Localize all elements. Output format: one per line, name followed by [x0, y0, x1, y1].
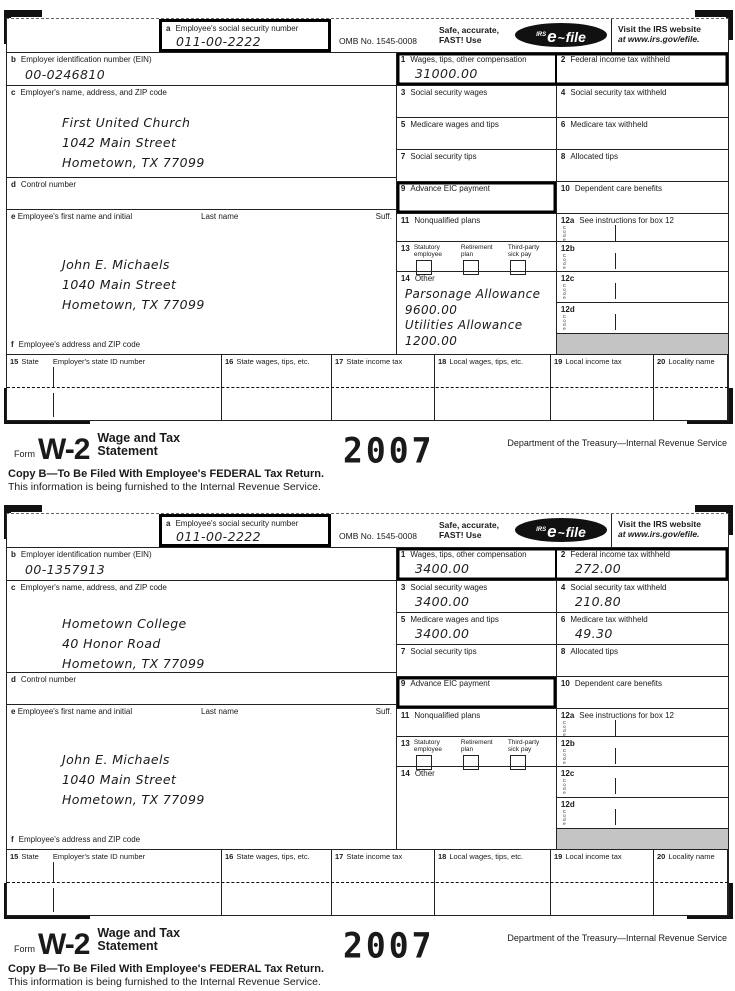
tax-year: 2007	[343, 925, 435, 966]
box-11-nonqualified: 11 Nonqualified plans	[397, 709, 557, 736]
w2-form-2	[4, 505, 733, 991]
box-6-medicare-tax: 6 Medicare tax withheld 49.30	[557, 613, 728, 644]
main-grid	[7, 53, 728, 354]
form-number: W-2	[38, 433, 90, 466]
right-column	[397, 548, 728, 849]
box-12a: 12a See instructions for box 12 Code	[560, 216, 674, 241]
box4-value	[557, 97, 728, 99]
box5-value	[397, 129, 556, 131]
retirement-plan-checkbox	[463, 755, 479, 770]
form-title: Wage and Tax Statement	[97, 431, 181, 458]
box14-values: Parsonage Allowance 9600.00 Utilities Allowance 1200.00	[404, 287, 541, 348]
row-13-12b	[397, 737, 728, 767]
box3-value	[397, 97, 556, 99]
box-10-dependent-care: 10 Dependent care benefits	[560, 679, 662, 688]
blank-cell	[7, 514, 159, 547]
code-vertical-label: Code	[561, 778, 567, 794]
row-a	[7, 19, 728, 53]
code-vertical-label: Code	[561, 253, 567, 269]
box-5-medicare-wages: 5 Medicare wages and tips	[397, 118, 557, 149]
code-vertical-label: Code	[561, 809, 567, 825]
box-13-checkboxes: 13 Statutory employee Retirement plan Third-party sick pay	[397, 737, 557, 766]
row-11-12a	[397, 214, 728, 242]
box-f-address-label: f Employee's address and ZIP code	[11, 835, 141, 844]
box-19-local-tax: 19 Local income tax	[551, 850, 654, 915]
box-20-locality: 20 Locality name	[654, 355, 728, 420]
state-row-dashed-line	[7, 882, 728, 883]
box-b-ein: b Employer identification number (EIN) 00-0246810	[7, 53, 396, 86]
code-vertical-label: Code	[561, 225, 567, 241]
code-vertical-label: Code	[561, 720, 567, 736]
code-vertical-label: Code	[561, 283, 567, 299]
omb-number: OMB No. 1545-0008	[339, 36, 417, 46]
copy-b-text: Copy B—To Be Filed With Employee's FEDERAL Tax Return.	[8, 468, 325, 480]
box-c-employer: c Employer's name, address, and ZIP code First United Church 1042 Main Street Hometown, TX 77099	[7, 86, 396, 178]
header-right	[331, 514, 728, 547]
box-10-dependent-care: 10 Dependent care benefits	[560, 184, 662, 193]
box-15-state: 15 State Employer's state ID number	[7, 355, 222, 420]
box-18-local-wages: 18 Local wages, tips, etc.	[435, 850, 551, 915]
code-divider	[615, 778, 616, 794]
row-a	[7, 514, 728, 548]
box-19-local-tax: 19 Local income tax	[551, 355, 654, 420]
state-local-row	[7, 354, 728, 420]
third-party-sick-pay-checkbox	[510, 260, 526, 275]
row-1-2	[397, 548, 728, 581]
code-divider	[615, 225, 616, 241]
ein-value: 00-0246810	[25, 67, 106, 82]
form-word: Form	[14, 449, 35, 459]
box-c-employer: c Employer's name, address, and ZIP code Hometown College 40 Honor Road Hometown, TX 77099	[7, 581, 396, 673]
box-20-locality: 20 Locality name	[654, 850, 728, 915]
state-divider	[53, 393, 54, 417]
box-17-state-tax: 17 State income tax	[332, 355, 435, 420]
box-2-federal-tax: 2 Federal income tax withheld	[557, 53, 728, 85]
box-12d: 12d Code	[557, 303, 728, 334]
row-7-8	[397, 645, 728, 677]
box-12b: 12b Code	[557, 242, 728, 271]
omb-number: OMB No. 1545-0008	[339, 531, 417, 541]
form-word: Form	[14, 944, 35, 954]
state-divider	[53, 367, 54, 387]
box-d-control-number: d Control number	[7, 673, 396, 705]
employee-address: John E. Michaels 1040 Main Street Hometown, TX 77099	[62, 752, 205, 807]
irs-efile-logo: $^{IRS}$e~file	[513, 514, 611, 547]
row-1-2	[397, 53, 728, 86]
box-13-checkboxes: 13 Statutory employee Retirement plan Third-party sick pay	[397, 242, 557, 271]
box-15-state: 15 State Employer's state ID number	[7, 850, 222, 915]
third-party-sick-pay-group: Third-party sick pay	[508, 242, 555, 271]
department-text: Department of the Treasury—Internal Revenue Service	[507, 438, 727, 448]
box-7-ss-tips: 7 Social security tips	[397, 645, 557, 676]
box-12a: 12a See instructions for box 12 Code	[560, 711, 674, 736]
shaded-area	[557, 334, 728, 354]
row-3-4	[397, 581, 728, 613]
right-column	[397, 53, 728, 354]
box2-value	[557, 64, 728, 66]
box3-value: 3400.00	[414, 594, 470, 609]
box-1-wages: 1 Wages, tips, other compensation 31000.00	[397, 53, 557, 85]
box-16-state-wages: 16 State wages, tips, etc.	[222, 850, 332, 915]
box-f-address-label: f Employee's address and ZIP code	[11, 340, 141, 349]
box-9-advance-eic: 9 Advance EIC payment	[397, 182, 557, 213]
statutory-employee-group: Statutory employee	[414, 242, 461, 271]
box-e-employee-name: e Employee's first name and initial Last name Suff. John E. Michaels 1040 Main Street Hometown, TX 77099	[7, 705, 396, 833]
employer-address: First United Church 1042 Main Street Hometown, TX 77099	[62, 115, 205, 170]
copy-b-text: Copy B—To Be Filed With Employee's FEDERAL Tax Return.	[8, 963, 325, 975]
row-7-8	[397, 150, 728, 182]
safe-accurate-text: Safe, accurate, FAST! Use	[439, 25, 500, 45]
retirement-plan-group: Retirement plan	[461, 737, 508, 766]
w2-grid	[6, 18, 729, 421]
state-divider	[53, 888, 54, 912]
w2-grid	[6, 513, 729, 916]
retirement-plan-checkbox	[463, 260, 479, 275]
row-9-10	[397, 182, 728, 214]
box2-value: 272.00	[574, 561, 622, 576]
department-text: Department of the Treasury—Internal Revenue Service	[507, 933, 727, 943]
row-13-12b	[397, 242, 728, 272]
code-vertical-label: Code	[561, 314, 567, 330]
code-vertical-label: Code	[561, 748, 567, 764]
box6-value: 49.30	[574, 626, 613, 641]
box-12b: 12b Code	[557, 737, 728, 766]
box-a-letter: a	[166, 24, 171, 33]
third-party-sick-pay-group: Third-party sick pay	[508, 737, 555, 766]
row-11-12a	[397, 709, 728, 737]
w2-form-1	[4, 10, 733, 496]
state-local-row	[7, 849, 728, 915]
box-4-ss-tax: 4 Social security tax withheld 210.80	[557, 581, 728, 612]
box-3-ss-wages: 3 Social security wages	[397, 86, 557, 117]
box-a-ssn	[159, 514, 331, 547]
box-a-label: a Employee's social security number	[166, 24, 299, 33]
box-3-ss-wages: 3 Social security wages 3400.00	[397, 581, 557, 612]
irs-website-text: Visit the IRS website at www.irs.gov/efile.	[611, 514, 728, 547]
box6-value	[557, 129, 728, 131]
box-8-allocated-tips: 8 Allocated tips	[560, 152, 618, 161]
ein-value: 00-1357913	[25, 562, 106, 577]
box-7-ss-tips: 7 Social security tips	[397, 150, 557, 181]
safe-accurate-text: Safe, accurate, FAST! Use	[439, 520, 500, 540]
row-14-12cd	[397, 272, 728, 354]
furnished-text: This information is being furnished to the Internal Revenue Service.	[8, 976, 321, 988]
employee-address: John E. Michaels 1040 Main Street Hometown, TX 77099	[62, 257, 205, 312]
main-grid	[7, 548, 728, 849]
left-column	[7, 53, 397, 354]
box-16-state-wages: 16 State wages, tips, etc.	[222, 355, 332, 420]
box-d-control-number: d Control number	[7, 178, 396, 210]
statutory-employee-checkbox	[416, 755, 432, 770]
code-divider	[615, 809, 616, 825]
ssn-value: 011-00-2222	[176, 34, 261, 49]
efile-arrow-icon: ~	[557, 31, 565, 45]
row-14-12cd	[397, 767, 728, 849]
state-divider	[53, 862, 54, 882]
box-12c: 12c Code	[557, 272, 728, 303]
row-5-6	[397, 613, 728, 645]
ssn-value: 011-00-2222	[176, 529, 261, 544]
retirement-plan-group: Retirement plan	[461, 242, 508, 271]
third-party-sick-pay-checkbox	[510, 755, 526, 770]
box-8-allocated-tips: 8 Allocated tips	[560, 647, 618, 656]
box-5-medicare-wages: 5 Medicare wages and tips 3400.00	[397, 613, 557, 644]
box-4-ss-tax: 4 Social security tax withheld	[557, 86, 728, 117]
form-number: W-2	[38, 928, 90, 961]
row-5-6	[397, 118, 728, 150]
box-18-local-wages: 18 Local wages, tips, etc.	[435, 355, 551, 420]
box14-values	[397, 778, 556, 782]
code-divider	[615, 748, 616, 764]
box1-value: 31000.00	[414, 66, 478, 81]
box-a-ssn	[159, 19, 331, 52]
box-b-ein: b Employer identification number (EIN) 00-1357913	[7, 548, 396, 581]
irs-efile-logo: $^{IRS}$e~file	[513, 19, 611, 52]
box5-value: 3400.00	[414, 626, 470, 641]
row-9-10	[397, 677, 728, 709]
form-title: Wage and Tax Statement	[97, 926, 181, 953]
employer-address: Hometown College 40 Honor Road Hometown, TX 77099	[62, 616, 205, 671]
box-e-employee-name: e Employee's first name and initial Last name Suff. John E. Michaels 1040 Main Street Hometown, TX 77099	[7, 210, 396, 338]
box-14-other: 14 Other Parsonage Allowance 9600.00 Utilities Allowance 1200.00	[397, 272, 557, 354]
box-17-state-tax: 17 State income tax	[332, 850, 435, 915]
tax-year: 2007	[343, 430, 435, 471]
code-divider	[615, 314, 616, 330]
statutory-employee-checkbox	[416, 260, 432, 275]
furnished-text: This information is being furnished to the Internal Revenue Service.	[8, 481, 321, 493]
code-divider	[615, 720, 616, 736]
header-right	[331, 19, 728, 52]
box4-value: 210.80	[574, 594, 622, 609]
efile-irs-text: IRS	[536, 32, 547, 38]
box1-value: 3400.00	[414, 561, 470, 576]
efile-arrow-icon: ~	[557, 526, 565, 540]
box-14-other: 14 Other	[397, 767, 557, 849]
box-6-medicare-tax: 6 Medicare tax withheld	[557, 118, 728, 149]
box-12d: 12d Code	[557, 798, 728, 829]
box-2-federal-tax: 2 Federal income tax withheld 272.00	[557, 548, 728, 580]
shaded-area	[557, 829, 728, 849]
box-a-label: a Employee's social security number	[166, 519, 299, 528]
state-row-dashed-line	[7, 387, 728, 388]
efile-irs-text: IRS	[536, 527, 547, 533]
box-9-advance-eic: 9 Advance EIC payment	[397, 677, 557, 708]
left-column	[7, 548, 397, 849]
row-3-4	[397, 86, 728, 118]
box-12c: 12c Code	[557, 767, 728, 798]
statutory-employee-group: Statutory employee	[414, 737, 461, 766]
box-1-wages: 1 Wages, tips, other compensation 3400.00	[397, 548, 557, 580]
code-divider	[615, 283, 616, 299]
box-11-nonqualified: 11 Nonqualified plans	[397, 214, 557, 241]
blank-cell	[7, 19, 159, 52]
code-divider	[615, 253, 616, 269]
irs-website-text: Visit the IRS website at www.irs.gov/efile.	[611, 19, 728, 52]
